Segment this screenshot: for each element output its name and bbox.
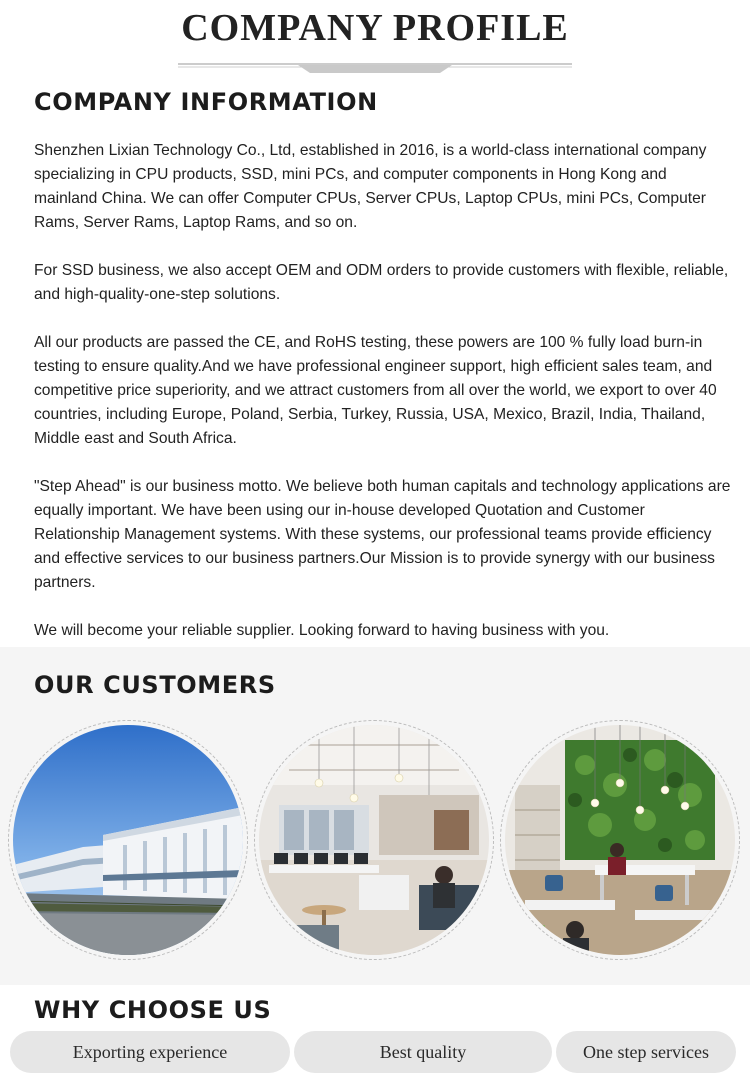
company-intro-paragraph: Shenzhen Lixian Technology Co., Ltd, established in 2016, is a world-class international company specializing in CPU products, SSD, mini PCs, and computer components in Hong Kong and mainland China. We can offer Computer CPUs, Server CPUs, Laptop CPUs, mini PCs, Computer Rams, Server Rams, Laptop Rams, and so on.	[34, 142, 707, 231]
best-quality-pill: Best quality	[294, 1031, 552, 1073]
office-image-icon	[259, 725, 489, 955]
ssd-business-paragraph: For SSD business, we also accept OEM and ODM orders to provide customers with flexible, reliable, and high-quality-one-step solutions.	[34, 262, 729, 303]
page-title: COMPANY PROFILE	[181, 7, 569, 49]
green-wall-office-photo	[500, 720, 740, 960]
why-choose-us-heading: WHY CHOOSE US	[34, 996, 272, 1024]
green-office-image-icon	[505, 725, 735, 955]
factory-building-photo	[8, 720, 248, 960]
title-divider	[178, 62, 572, 74]
factory-image-icon	[13, 725, 243, 955]
quality-export-paragraph: All our products are passed the CE, and RoHS testing, these powers are 100 % fully load burn-in testing to ensure quality.And we have professional engineer support, high efficient sales team, and competitive price superiority, and we attract customers from all over the world, we export to over 40 countries, including Europe, Poland, Serbia, Turkey, Russia, USA, Mexico, Brazil, India, Thailand, Middle east and South Africa.	[34, 334, 717, 447]
open-office-photo	[254, 720, 494, 960]
company-information-heading: COMPANY INFORMATION	[34, 88, 378, 116]
exporting-experience-pill: Exporting experience	[10, 1031, 290, 1073]
one-step-services-pill: One step services	[556, 1031, 736, 1073]
motto-paragraph: "Step Ahead" is our business motto. We believe both human capitals and technology applications are equally important. We have been using our in-house developed Quotation and Customer Relationship Management systems. With these systems, our professional teams provide efficiency and effective services to our business partners.Our Mission is to provide synergy with our business partners.	[34, 478, 731, 591]
closing-paragraph: We will become your reliable supplier. Looking forward to having business with you.	[34, 622, 610, 639]
our-customers-heading: OUR CUSTOMERS	[34, 671, 276, 699]
